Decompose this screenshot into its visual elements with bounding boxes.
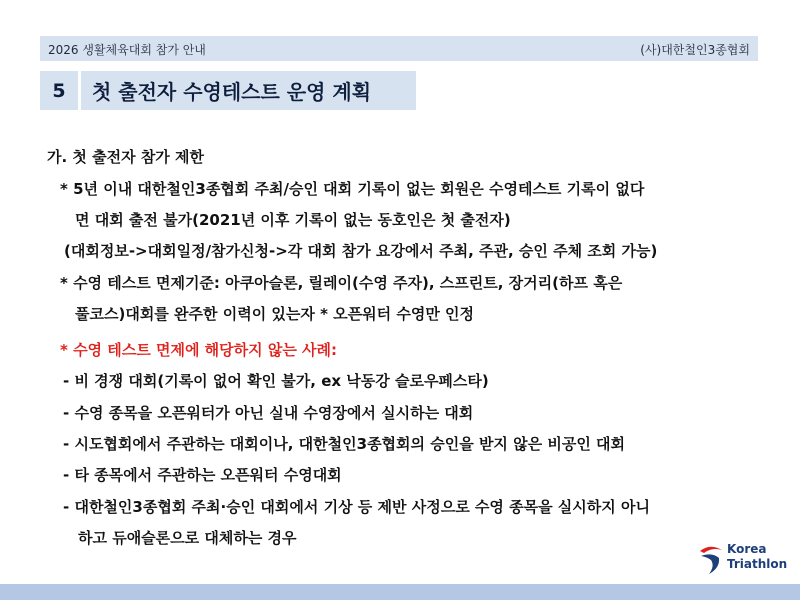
rule-line: * 수영 테스트 면제기준: 아쿠아슬론, 릴레이(수영 주자), 스프린트, 장거리(하프 혹은 <box>60 274 623 292</box>
section-title: 첫 출전자 수영테스트 운영 계획 <box>81 71 416 110</box>
rule-line: (대회정보->대회일정/참가신청->각 대회 참가 요강에서 주최, 주관, 승인 주체 조회 가능) <box>64 242 658 260</box>
exception-item: - 대한철인3종협회 주최·승인 대회에서 기상 등 제반 사정으로 수영 종목을 실시하지 아니 <box>63 498 650 516</box>
footer-band <box>0 584 800 600</box>
exception-item: 하고 듀애슬론으로 대체하는 경우 <box>78 529 297 547</box>
rule-line: 풀코스)대회를 완주한 이력이 있는자 * 오픈워터 수영만 인정 <box>75 305 475 323</box>
exception-heading: * 수영 테스트 면제에 해당하지 않는 사례: <box>60 341 338 359</box>
exception-item: - 수영 종목을 오픈워터가 아닌 실내 수영장에서 실시하는 대회 <box>63 404 474 422</box>
korea-triathlon-logo <box>696 541 788 581</box>
rule-line: 면 대회 출전 불가(2021년 이후 기록이 없는 동호인은 첫 출전자) <box>75 211 511 229</box>
exception-item: - 타 종목에서 주관하는 오픈워터 수영대회 <box>63 466 342 484</box>
triathlon-swoosh-icon <box>696 541 726 577</box>
section-number: 5 <box>40 71 78 110</box>
rule-line: * 5년 이내 대한철인3종협회 주최/승인 대회 기록이 없는 회원은 수영테스트 기록이 없다 <box>60 180 645 198</box>
logo-text-korea: Korea <box>727 542 767 556</box>
logo-text-triathlon: Triathlon <box>727 557 788 571</box>
subsection-heading: 가. 첫 출전자 참가 제한 <box>47 148 204 166</box>
header-band <box>40 36 758 61</box>
exception-item: - 시도협회에서 주관하는 대회이나, 대한철인3종협회의 승인을 받지 않은 비공인 대회 <box>63 435 626 453</box>
exception-item: - 비 경쟁 대회(기록이 없어 확인 불가, ex 낙동강 슬로우페스타) <box>63 372 489 390</box>
header-event-title: 2026 생활체육대회 참가 안내 <box>48 43 206 57</box>
header-organization: (사)대한철인3종협회 <box>640 43 750 57</box>
